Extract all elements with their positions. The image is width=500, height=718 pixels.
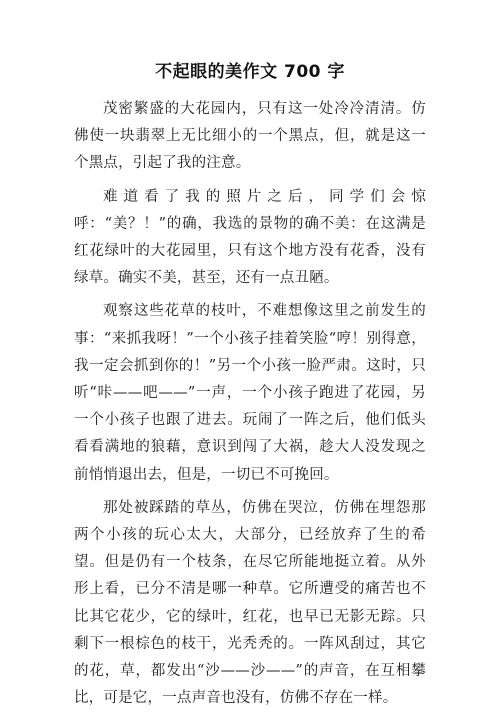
paragraph-3: 观察这些花草的枝叶，不难想像这里之前发生的事：“来抓我呀！”一个小孩子挂着笑脸“哼！别得意，我一定会抓到你的！”另一个小孩一脸严肃。这时，只听“咔——吧——”一声，一个小孩子跑进了花园，另一个小孩子也跟了进去。玩闹了一阵之后，他们低头看看满地的狼藉，意识到闯了大祸，趁大人没发现之前悄悄退出去，但是，一切已不可挽回。: [74, 303, 426, 483]
paragraph-1: 茂密繁盛的大花园内，只有这一处冷冷清清。仿佛使一块翡翠上无比细小的一个黑点，但，就是这一个黑点，引起了我的注意。: [74, 101, 426, 172]
paragraph-4: 那处被踩踏的草丛，仿佛在哭泣，仿佛在埋怨那两个小孩的玩心太大，大部分，已经放弃了生的希望。但是仍有一个枝条，在尽它所能地挺立着。从外形上看，已分不清是哪一种草。它所遭受的痛苦也不比其它花少，它的绿叶，红花，也早已无影无踪。只剩下一根棕色的枝干，光秃秃的。一阵风刮过，其它的花，草，都发出“沙——沙——”的声音，在互相攀比，可是它，一点声音也没有，仿佛不存在一样。: [74, 499, 426, 707]
paragraph-2: 难道看了我的照片之后，同学们会惊呼：“美？！”的确，我选的景物的确不美：在这满是红花绿叶的大花园里，只有这个地方没有花香，没有绿草。确实不美，甚至，还有一点丑陋。: [74, 188, 426, 287]
document-body: [74, 96, 426, 718]
document-title: 不起眼的美作文 700 字: [155, 62, 345, 82]
